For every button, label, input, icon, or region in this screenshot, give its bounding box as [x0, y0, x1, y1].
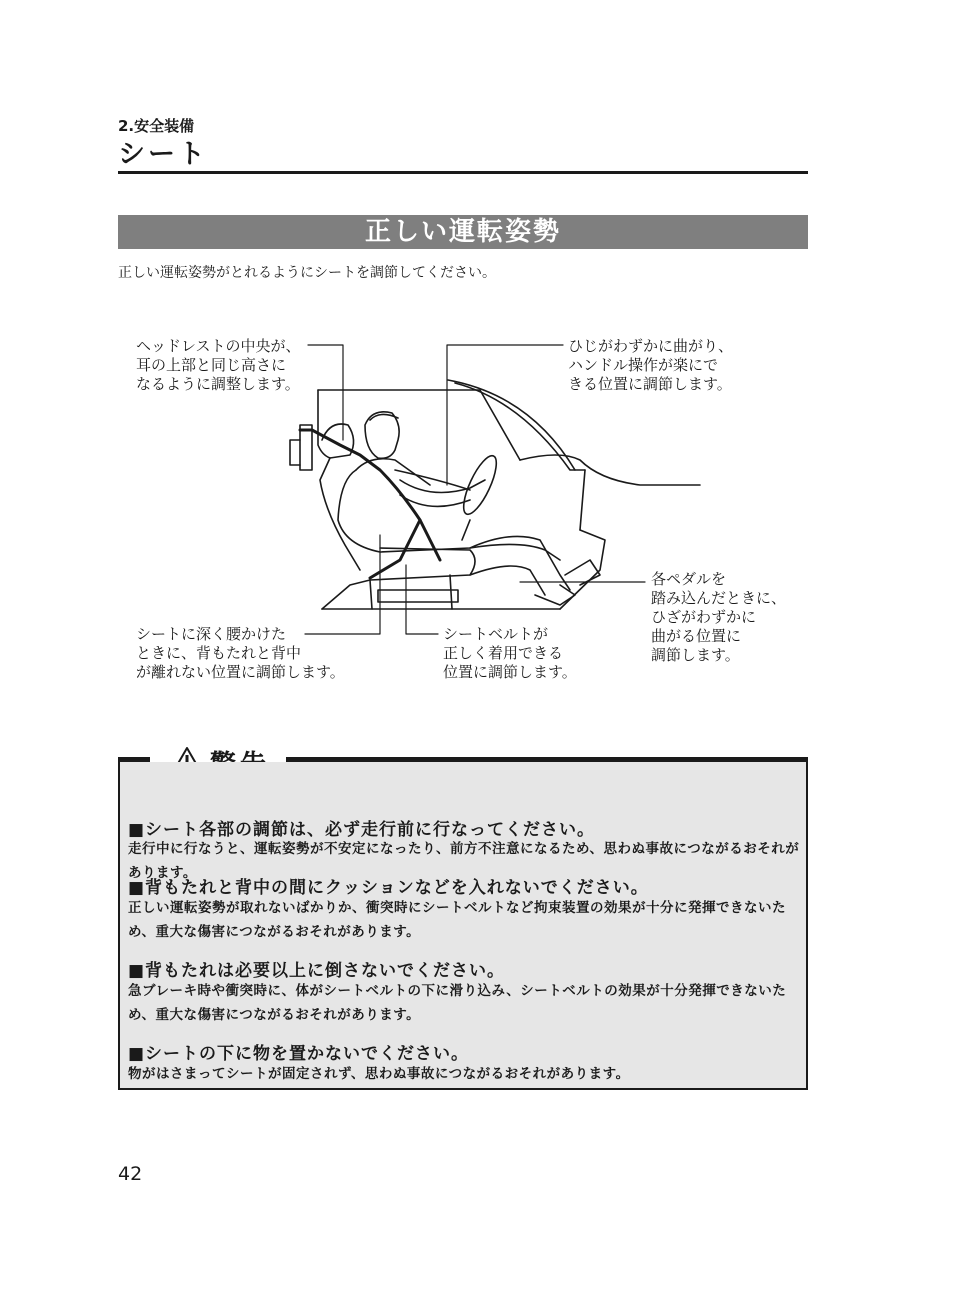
caption-seatback: シートに深く腰かけた ときに、背もたれと背中 が離れない位置に調節します。: [136, 625, 345, 681]
warning-heading-3: ■背もたれは必要以上に倒さないでください。: [128, 961, 506, 981]
warning-heading-4: ■シートの下に物を置かないでください。: [128, 1044, 470, 1064]
caption-seatbelt: シートベルトが 正しく着用できる 位置に調節します。: [443, 625, 577, 681]
section-label: 2.安全装備: [118, 117, 195, 135]
caption-elbow: ひじがわずかに曲がり、 ハンドル操作が楽にで きる位置に調節します。: [568, 337, 734, 393]
page-number: 42: [118, 1163, 143, 1185]
caption-headrest: ヘッドレストの中央が、 耳の上部と同じ高さに なるように調整します。: [136, 337, 301, 393]
warning-heading-1: ■シート各部の調節は、必ず走行前に行なってください。: [128, 820, 596, 840]
intro-text: 正しい運転姿勢がとれるようにシートを調節してください。: [118, 265, 496, 281]
topic-title-bar: 正しい運転姿勢: [118, 215, 808, 249]
warning-body-2: 正しい運転姿勢が取れないばかりか、衝突時にシートベルトなど拘束装置の効果が十分に発揮できないため、重大な傷害につながるおそれがあります。: [128, 900, 786, 940]
warning-body-1: 走行中に行なうと、運転姿勢が不安定になったり、前方不注意になるため、思わぬ事故につながるおそれがあります。: [128, 841, 800, 881]
warning-heading-2: ■背もたれと背中の間にクッションなどを入れないでください。: [128, 878, 649, 898]
warning-body-4: 物がはさまってシートが固定されず、思わぬ事故につながるおそれがあります。: [128, 1066, 630, 1082]
warning-body-3: 急ブレーキ時や衝突時に、体がシートベルトの下に滑り込み、シートベルトの効果が十分発揮できないため、重大な傷害につながるおそれがあります。: [128, 983, 787, 1023]
page-heading: シート: [118, 139, 208, 170]
caption-pedal: 各ペダルを 踏み込んだときに、 ひざがわずかに 曲がる位置に 調節します。: [651, 570, 787, 664]
